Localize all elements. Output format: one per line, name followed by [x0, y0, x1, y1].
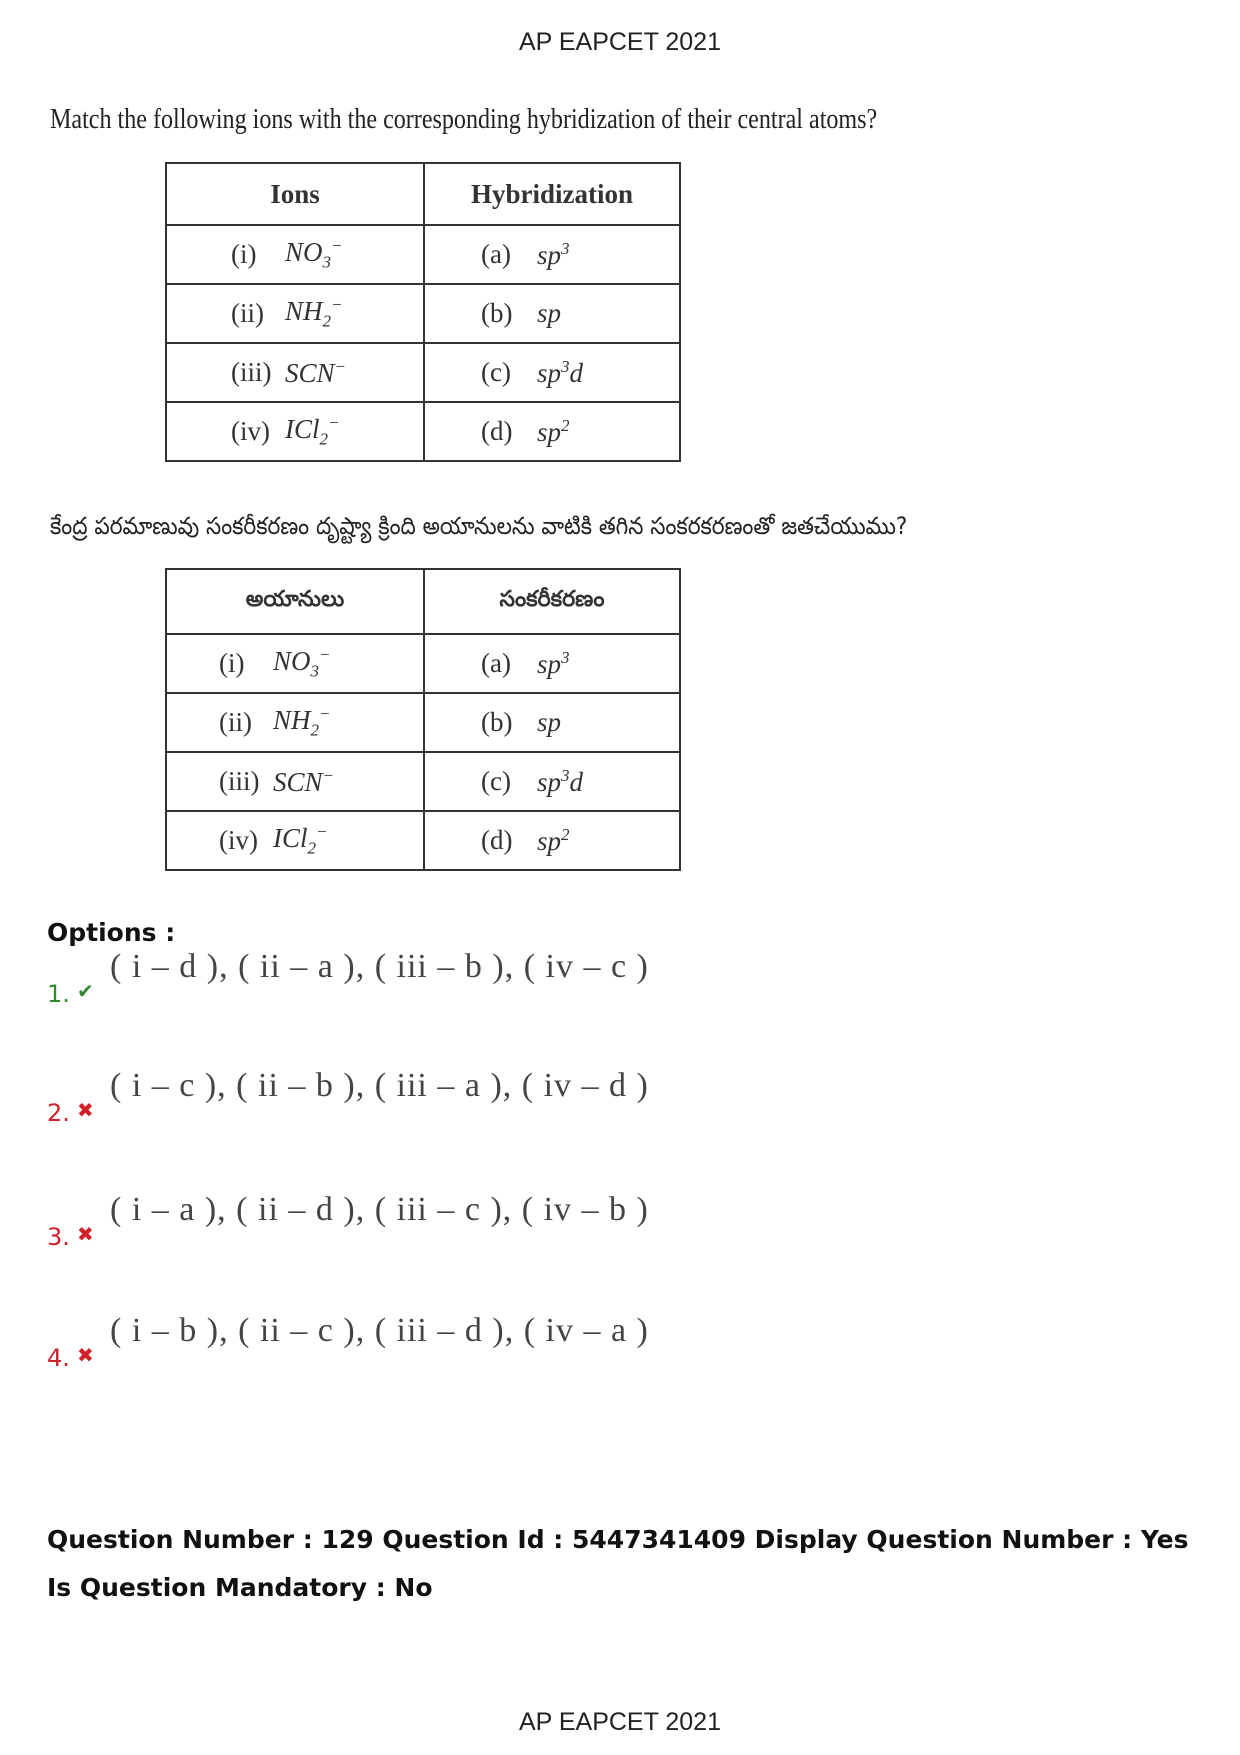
table-row [166, 225, 680, 284]
table-row [166, 693, 680, 752]
option-number: 4. [47, 1344, 70, 1372]
ion-charge: − [316, 822, 328, 842]
option-text: ( i – c ), ( ii – b ), ( iii – a ), ( iv – d ) [110, 1067, 649, 1104]
ion-roman-label: (iv) [231, 415, 270, 446]
ion-subscript: 2 [307, 838, 317, 858]
ion-charge: − [331, 236, 343, 256]
option-4[interactable] [47, 1312, 747, 1372]
table-row [166, 752, 680, 811]
ion-cell-content [167, 295, 423, 331]
ion-formula [273, 766, 334, 798]
table-row [166, 343, 680, 402]
hybridization-formula [537, 766, 583, 798]
ion-symbol: ICl [285, 414, 320, 445]
ion-subscript: 2 [319, 429, 329, 449]
ion-cell-content [167, 645, 423, 681]
options-heading: Options : [47, 918, 176, 947]
hybridization-letter-label: (d) [481, 416, 513, 446]
column-header-hybridization-telugu: సంకరీకరణం [424, 569, 680, 634]
match-table-telugu [165, 568, 681, 871]
ion-cell-content [167, 704, 423, 740]
hybridization-formula [537, 239, 570, 271]
hybridization-letter-label: (b) [481, 298, 513, 328]
ion-charge: − [319, 645, 331, 665]
hybridization-letter-label: (a) [481, 648, 511, 678]
ion-symbol: NH [285, 296, 323, 327]
table-row [166, 402, 680, 461]
ion-formula [273, 704, 331, 740]
ion-roman-label: (iv) [219, 824, 258, 855]
ion-cell-content [167, 822, 423, 858]
hybridization-cell-content [425, 416, 679, 448]
hybridization-superscript: 3 [561, 356, 570, 376]
cross-icon: ✖ [77, 1224, 94, 1246]
ion-roman-label: (ii) [219, 706, 252, 737]
ion-subscript: 2 [310, 720, 320, 740]
ion-symbol: NH [273, 705, 311, 736]
hybridization-superscript: 2 [561, 415, 570, 435]
ion-cell-content [167, 766, 423, 798]
ion-roman-label: (iii) [219, 766, 260, 796]
option-1[interactable] [47, 948, 747, 1008]
column-header-hybridization: Hybridization [424, 163, 680, 225]
hybridization-cell [424, 402, 680, 461]
cross-icon: ✖ [77, 1100, 94, 1122]
page-header: AP EAPCET 2021 [519, 28, 721, 56]
ion-formula [285, 295, 343, 331]
table-row [166, 284, 680, 343]
option-number: 3. [47, 1223, 70, 1251]
hybridization-formula [537, 416, 570, 448]
page-footer: AP EAPCET 2021 [519, 1708, 721, 1736]
hybridization-base: sp [537, 239, 562, 270]
question-text-english: Match the following ions with the corresponding hybridization of their central atoms? [50, 104, 878, 135]
hybridization-base: sp [537, 825, 562, 856]
ion-charge: − [334, 356, 347, 376]
hybridization-letter-label: (d) [481, 825, 513, 855]
hybridization-superscript: 3 [561, 647, 570, 667]
ion-formula [285, 236, 343, 272]
table-row [166, 811, 680, 870]
ion-cell [166, 634, 424, 693]
hybridization-cell-content [425, 357, 679, 389]
option-2[interactable] [47, 1067, 747, 1127]
ion-cell-content [167, 357, 423, 389]
option-text: ( i – b ), ( ii – c ), ( iii – d ), ( iv – a ) [110, 1312, 649, 1349]
hybridization-letter-label: (c) [481, 766, 511, 796]
ion-cell [166, 343, 424, 402]
ion-formula [285, 413, 340, 449]
ion-cell-content [167, 236, 423, 272]
ion-formula [273, 645, 331, 681]
hybridization-cell [424, 284, 680, 343]
hybridization-letter-label: (a) [481, 239, 511, 269]
hybridization-cell [424, 693, 680, 752]
hybridization-cell-content [425, 648, 679, 680]
ion-cell [166, 752, 424, 811]
column-header-ions-telugu: అయానులు [166, 569, 424, 634]
hybridization-cell-content [425, 707, 679, 738]
hybridization-letter-label: (b) [481, 707, 513, 737]
ion-roman-label: (i) [231, 238, 257, 269]
ion-roman-label: (iii) [231, 357, 272, 387]
match-table-body [166, 634, 680, 870]
hybridization-cell [424, 634, 680, 693]
ion-charge: − [331, 295, 343, 315]
ion-symbol: SCN [285, 357, 335, 388]
ion-charge: − [319, 704, 331, 724]
hybridization-suffix: d [569, 357, 584, 388]
ion-cell [166, 811, 424, 870]
hybridization-cell-content [425, 766, 679, 798]
hybridization-cell [424, 752, 680, 811]
ion-roman-label: (i) [219, 647, 245, 678]
hybridization-superscript: 3 [561, 238, 570, 258]
hybridization-base: sp [537, 766, 562, 797]
cross-icon: ✖ [77, 1345, 94, 1367]
hybridization-formula [537, 707, 561, 738]
ion-cell [166, 225, 424, 284]
ion-formula [285, 357, 346, 389]
hybridization-suffix: d [569, 766, 584, 797]
hybridization-cell [424, 343, 680, 402]
ion-cell [166, 402, 424, 461]
option-number: 1. [47, 980, 70, 1008]
ion-symbol: NO [285, 237, 323, 268]
hybridization-base: sp [537, 648, 562, 679]
hybridization-formula [537, 298, 561, 329]
ion-cell [166, 284, 424, 343]
match-table-english [165, 162, 681, 462]
option-text: ( i – d ), ( ii – a ), ( iii – b ), ( iv – c ) [110, 948, 649, 985]
ion-roman-label: (ii) [231, 297, 264, 328]
hybridization-base: sp [537, 416, 562, 447]
ion-subscript: 3 [322, 252, 332, 272]
ion-formula [273, 822, 328, 858]
option-number: 2. [47, 1099, 70, 1127]
hybridization-base: sp [537, 357, 562, 388]
hybridization-formula [537, 357, 583, 389]
hybridization-base: sp [537, 298, 562, 328]
hybridization-base: sp [537, 707, 562, 737]
ion-symbol: ICl [273, 823, 308, 854]
question-text-telugu: కేంద్ర పరమాణువు సంకరీకరణం దృష్ట్యా క్రింది అయానులను వాటికి తగిన సంకరకరణంతో జతచేయుము? [50, 512, 908, 540]
ion-charge: − [322, 765, 335, 785]
ion-charge: − [328, 413, 340, 433]
hybridization-cell [424, 225, 680, 284]
ion-symbol: NO [273, 646, 311, 677]
hybridization-formula [537, 825, 570, 857]
hybridization-cell-content [425, 298, 679, 329]
ion-subscript: 2 [322, 311, 332, 331]
column-header-ions: Ions [166, 163, 424, 225]
check-icon: ✔ [77, 981, 94, 1003]
hybridization-superscript: 3 [561, 765, 570, 785]
hybridization-cell-content [425, 239, 679, 271]
hybridization-superscript: 2 [561, 824, 570, 844]
ion-cell-content [167, 413, 423, 449]
table-row [166, 634, 680, 693]
hybridization-formula [537, 648, 570, 680]
option-3[interactable] [47, 1191, 747, 1251]
ion-cell [166, 693, 424, 752]
ion-subscript: 3 [310, 661, 320, 681]
hybridization-cell [424, 811, 680, 870]
hybridization-letter-label: (c) [481, 357, 511, 387]
option-text: ( i – a ), ( ii – d ), ( iii – c ), ( iv – b ) [110, 1191, 649, 1228]
match-table-body [166, 225, 680, 461]
question-metadata: Question Number : 129 Question Id : 5447341409 Display Question Number : Yes Is Question Mandatory : No [47, 1525, 1189, 1602]
hybridization-cell-content [425, 825, 679, 857]
ion-symbol: SCN [273, 766, 323, 797]
